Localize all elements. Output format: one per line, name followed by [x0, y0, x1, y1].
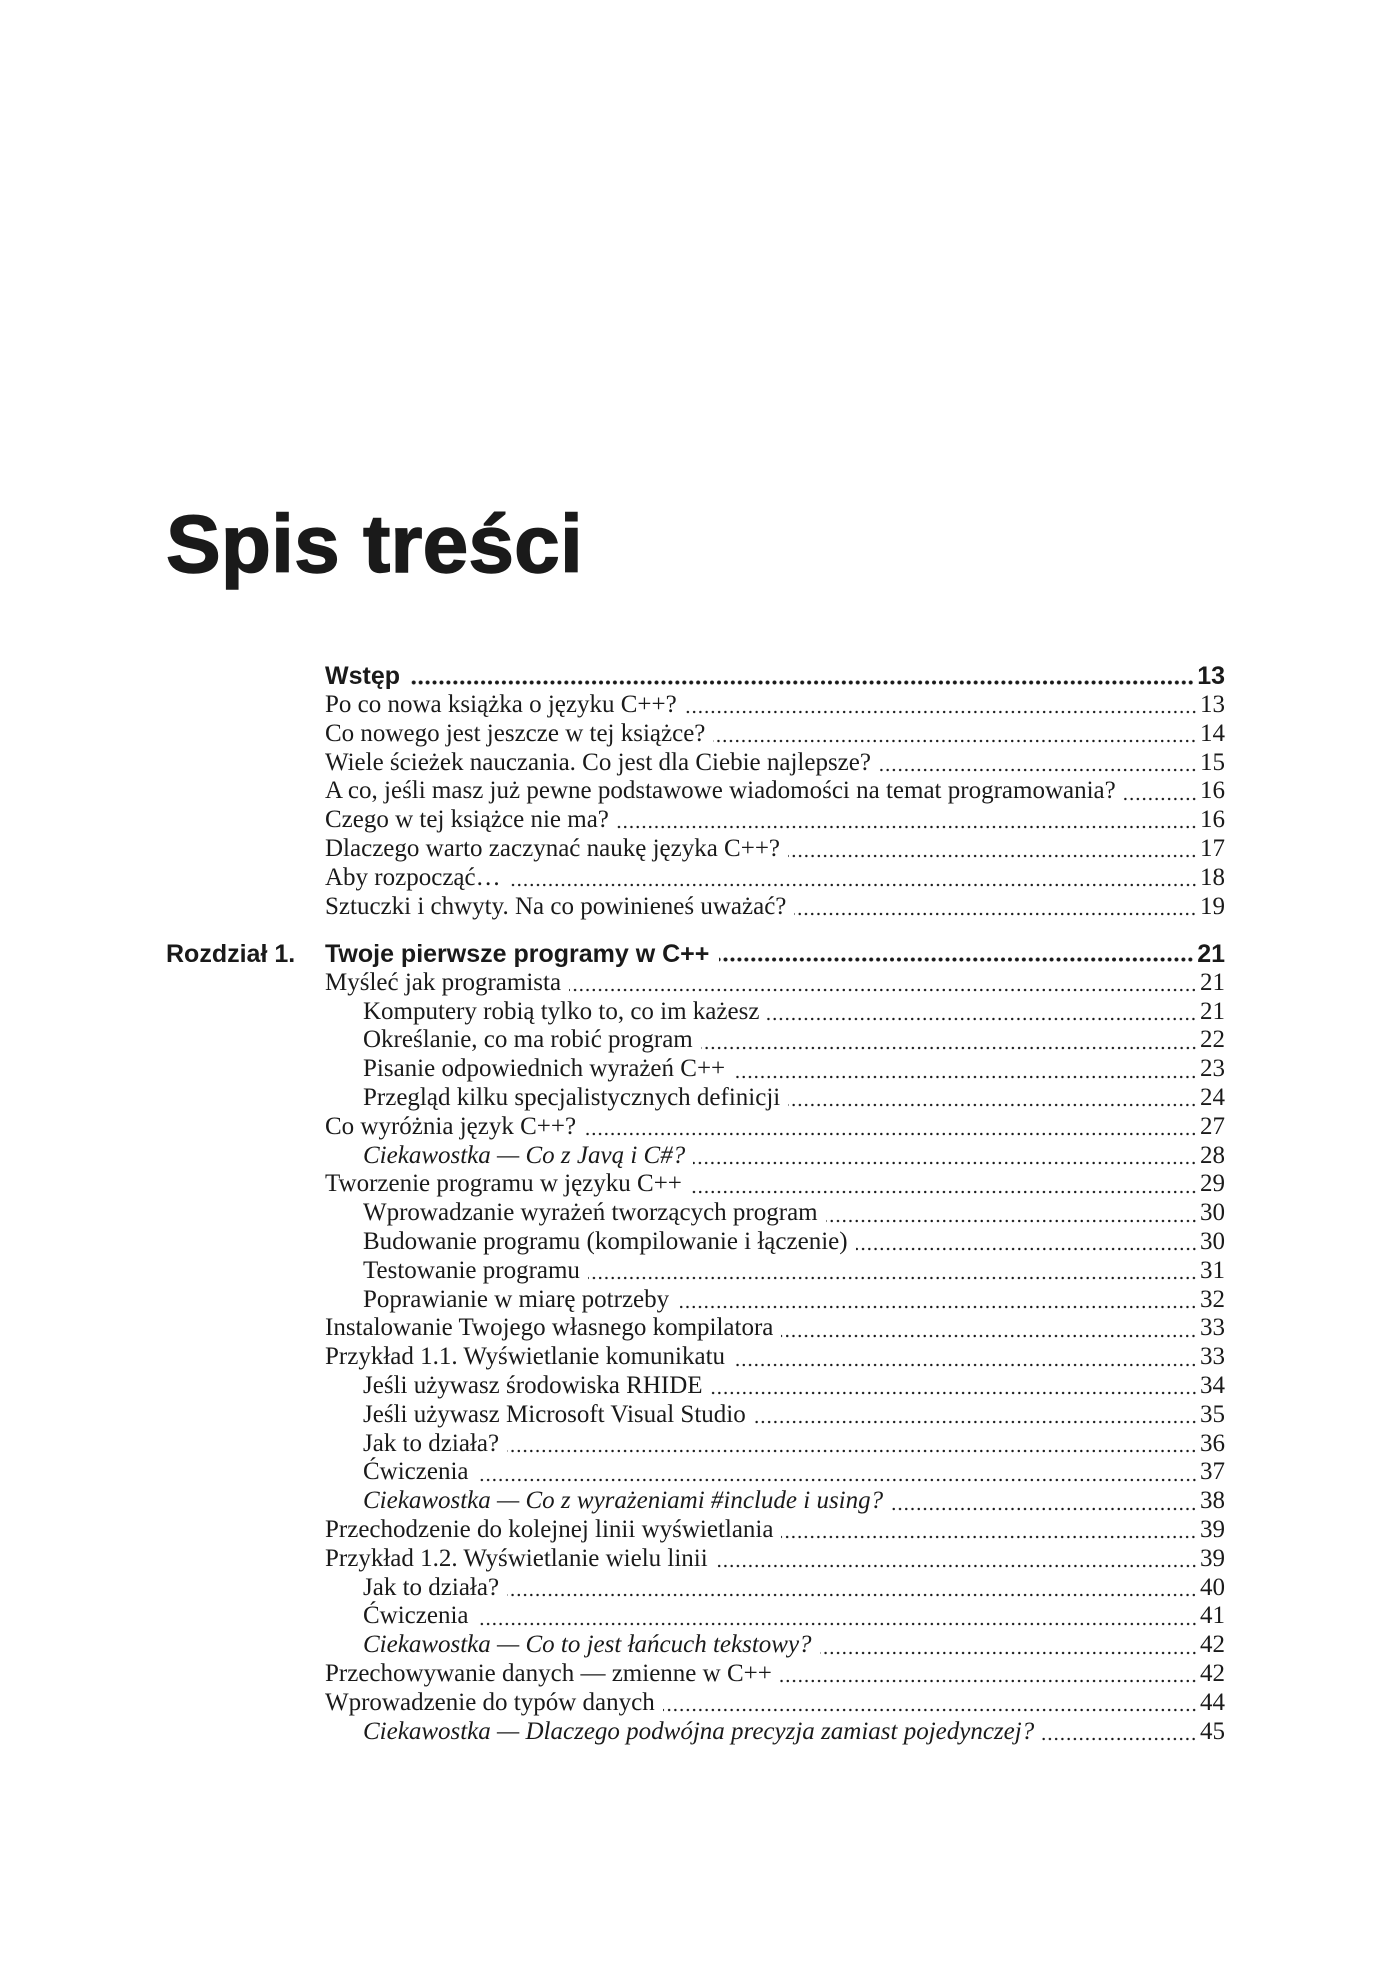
toc-subentry-sidebar: [325, 1718, 1225, 1747]
dot-leader: [588, 1257, 1197, 1286]
toc-subentry-sidebar: [325, 1487, 1225, 1516]
subentry-page-number: 38: [1200, 1487, 1225, 1515]
entry-title: Myśleć jak programista: [325, 968, 562, 996]
heading-page-number: 21: [1197, 939, 1225, 968]
dot-leader: [584, 1113, 1197, 1142]
subentry-page-number: 31: [1200, 1256, 1225, 1284]
toc-entry: [325, 835, 1225, 864]
dot-leader: [1042, 1718, 1197, 1747]
entry-title: A co, jeśli masz już pewne podstawowe wiadomości na temat programowania?: [325, 777, 1116, 805]
entry-page-number: 16: [1200, 777, 1225, 805]
toc-entry: [325, 969, 1225, 998]
toc-heading: [325, 661, 1225, 691]
entry-page-number: 39: [1200, 1516, 1225, 1544]
toc-subentry-sidebar: [325, 1142, 1225, 1171]
toc-subentry: [325, 1602, 1225, 1631]
toc-entry: [325, 864, 1225, 893]
entry-page-number: 29: [1200, 1170, 1225, 1198]
subentry-title: Testowanie programu: [363, 1256, 580, 1284]
toc-subentry: [325, 1286, 1225, 1315]
subentry-page-number: 30: [1200, 1228, 1225, 1256]
entry-title: Po co nowa książka o języku C++?: [325, 691, 677, 718]
toc-subentry: [325, 1372, 1225, 1401]
dot-leader: [826, 1199, 1197, 1228]
subentry-title: Poprawianie w miarę potrzeby: [363, 1285, 670, 1313]
entry-page-number: 13: [1200, 691, 1225, 718]
toc-entry: [325, 1516, 1225, 1545]
subentry-page-number: 23: [1200, 1055, 1225, 1083]
toc-entry: [325, 777, 1225, 806]
subentry-title: Ciekawostka — Co z Javą i C#?: [363, 1141, 686, 1169]
entry-page-number: 19: [1200, 892, 1225, 920]
toc-subentry: [325, 1430, 1225, 1459]
dot-leader: [781, 1314, 1197, 1343]
heading-page-number: 13: [1197, 662, 1225, 690]
entry-title: Co nowego jest jeszcze w tej książce?: [325, 719, 706, 747]
subentry-page-number: 21: [1200, 997, 1225, 1025]
dot-leader: [794, 893, 1197, 922]
entry-title: Aby rozpocząć…: [325, 863, 501, 891]
subentry-title: Ciekawostka — Dlaczego podwójna precyzja zamiast pojedynczej?: [363, 1717, 1035, 1745]
entry-title: Przykład 1.1. Wyświetlanie komunikatu: [325, 1343, 726, 1371]
toc-entry: [325, 1170, 1225, 1199]
dot-leader: [477, 1458, 1197, 1487]
toc-entry: [325, 749, 1225, 778]
subentry-title: Określanie, co ma robić program: [363, 1026, 693, 1054]
toc-subentry: [325, 1401, 1225, 1430]
dot-leader: [617, 806, 1197, 835]
subentry-page-number: 42: [1200, 1631, 1225, 1659]
toc-entry: [325, 893, 1225, 922]
toc-entry: [325, 1113, 1225, 1142]
toc-section-chapter-1: [166, 939, 1225, 1747]
dot-leader: [690, 1170, 1197, 1199]
subentry-page-number: 30: [1200, 1199, 1225, 1227]
toc-subentry: [325, 1257, 1225, 1286]
subentry-title: Jak to działa?: [363, 1429, 500, 1457]
toc-section-introduction: [325, 661, 1225, 921]
subentry-title: Jeśli używasz Microsoft Visual Studio: [363, 1400, 746, 1428]
subentry-page-number: 36: [1200, 1429, 1225, 1457]
page-title: Spis treści: [166, 499, 583, 590]
subentry-page-number: 28: [1200, 1141, 1225, 1169]
subentry-title: Ciekawostka — Co z wyrażeniami #include i using?: [363, 1487, 884, 1515]
dot-leader: [891, 1487, 1197, 1516]
entry-page-number: 18: [1200, 863, 1225, 891]
dot-leader: [781, 1516, 1197, 1545]
dot-leader: [685, 691, 1197, 720]
dot-leader: [788, 1084, 1197, 1113]
dot-leader: [780, 1660, 1197, 1689]
dot-leader: [663, 1689, 1197, 1718]
toc-subentry: [325, 1574, 1225, 1603]
subentry-title: Jak to działa?: [363, 1573, 500, 1601]
subentry-title: Przegląd kilku specjalistycznych definicji: [363, 1084, 781, 1112]
dot-leader: [788, 835, 1197, 864]
dot-leader: [711, 1372, 1197, 1401]
subentry-title: Ćwiczenia: [363, 1458, 469, 1486]
toc-subentry: [325, 1026, 1225, 1055]
subentry-page-number: 35: [1200, 1400, 1225, 1428]
toc-subentry: [325, 1458, 1225, 1487]
entry-title: Instalowanie Twojego własnego kompilatora: [325, 1314, 774, 1342]
toc-subentry: [325, 998, 1225, 1027]
dot-leader: [1124, 777, 1197, 806]
table-of-contents: [166, 661, 1225, 1746]
subentry-page-number: 37: [1200, 1458, 1225, 1486]
subentry-title: Ciekawostka — Co to jest łańcuch tekstowy?: [363, 1631, 812, 1659]
toc-subentry-sidebar: [325, 1631, 1225, 1660]
toc-entry: [325, 691, 1225, 720]
entry-page-number: 15: [1200, 748, 1225, 776]
toc-entry: [325, 1689, 1225, 1718]
dot-leader: [856, 1228, 1197, 1257]
entry-title: Przechowywanie danych — zmienne w C++: [325, 1660, 772, 1687]
subentry-page-number: 40: [1200, 1573, 1225, 1601]
toc-entry: [325, 1545, 1225, 1574]
heading-title: Wstęp: [325, 662, 400, 690]
entry-title: Wprowadzenie do typów danych: [325, 1688, 655, 1716]
subentry-title: Pisanie odpowiednich wyrażeń C++: [363, 1055, 726, 1083]
entry-title: Wiele ścieżek nauczania. Co jest dla Ciebie najlepsze?: [325, 748, 871, 776]
subentry-title: Wprowadzanie wyrażeń tworzących program: [363, 1199, 818, 1227]
dot-leader: [477, 1602, 1197, 1631]
entry-page-number: 14: [1200, 719, 1225, 747]
dot-leader: [507, 1430, 1197, 1459]
dot-leader: [733, 1055, 1197, 1084]
dot-leader: [754, 1401, 1197, 1430]
dot-leader: [733, 1343, 1197, 1372]
dot-leader: [820, 1631, 1197, 1660]
entry-page-number: 21: [1200, 968, 1225, 996]
subentry-page-number: 34: [1200, 1372, 1225, 1400]
entry-page-number: 33: [1200, 1343, 1225, 1371]
toc-subentry: [325, 1084, 1225, 1113]
dot-leader: [719, 939, 1194, 969]
dot-leader: [713, 720, 1197, 749]
entry-page-number: 17: [1200, 834, 1225, 862]
chapter-label: Rozdział 1.: [166, 939, 296, 968]
entry-title: Przykład 1.2. Wyświetlanie wielu linii: [325, 1544, 708, 1572]
subentry-title: Jeśli używasz środowiska RHIDE: [363, 1372, 703, 1400]
subentry-title: Budowanie programu (kompilowanie i łączenie): [363, 1228, 848, 1256]
entry-title: Czego w tej książce nie ma?: [325, 806, 609, 834]
dot-leader: [767, 998, 1197, 1027]
entry-title: Sztuczki i chwyty. Na co powinieneś uważać?: [325, 892, 787, 920]
subentry-title: Ćwiczenia: [363, 1602, 469, 1630]
subentry-page-number: 32: [1200, 1285, 1225, 1313]
dot-leader: [693, 1142, 1197, 1171]
dot-leader: [569, 969, 1197, 998]
entry-page-number: 42: [1200, 1660, 1225, 1687]
dot-leader: [410, 661, 1194, 691]
dot-leader: [507, 1574, 1197, 1603]
toc-entry: [325, 1660, 1225, 1689]
dot-leader: [879, 749, 1197, 778]
subentry-page-number: 45: [1200, 1717, 1225, 1745]
entry-page-number: 16: [1200, 806, 1225, 834]
entry-title: Dlaczego warto zaczynać naukę języka C++?: [325, 834, 781, 862]
toc-heading: [166, 939, 1225, 969]
dot-leader: [677, 1286, 1197, 1315]
subentry-page-number: 41: [1200, 1602, 1225, 1630]
toc-subentry: [325, 1199, 1225, 1228]
toc-subentry: [325, 1055, 1225, 1084]
toc-subentry: [325, 1228, 1225, 1257]
subentry-page-number: 22: [1200, 1026, 1225, 1054]
dot-leader: [716, 1545, 1197, 1574]
toc-entry: [325, 1314, 1225, 1343]
entry-title: Tworzenie programu w języku C++: [325, 1170, 682, 1198]
dot-leader: [509, 864, 1197, 893]
toc-entry: [325, 806, 1225, 835]
subentry-page-number: 24: [1200, 1084, 1225, 1112]
entry-title: Co wyróżnia język C++?: [325, 1112, 577, 1140]
toc-entry: [325, 720, 1225, 749]
subentry-title: Komputery robią tylko to, co im każesz: [363, 997, 760, 1025]
entry-page-number: 39: [1200, 1544, 1225, 1572]
entry-page-number: 33: [1200, 1314, 1225, 1342]
dot-leader: [701, 1026, 1197, 1055]
heading-title: Twoje pierwsze programy w C++: [325, 939, 710, 968]
entry-page-number: 27: [1200, 1112, 1225, 1140]
entry-title: Przechodzenie do kolejnej linii wyświetlania: [325, 1516, 774, 1544]
toc-entry: [325, 1343, 1225, 1372]
entry-page-number: 44: [1200, 1688, 1225, 1716]
